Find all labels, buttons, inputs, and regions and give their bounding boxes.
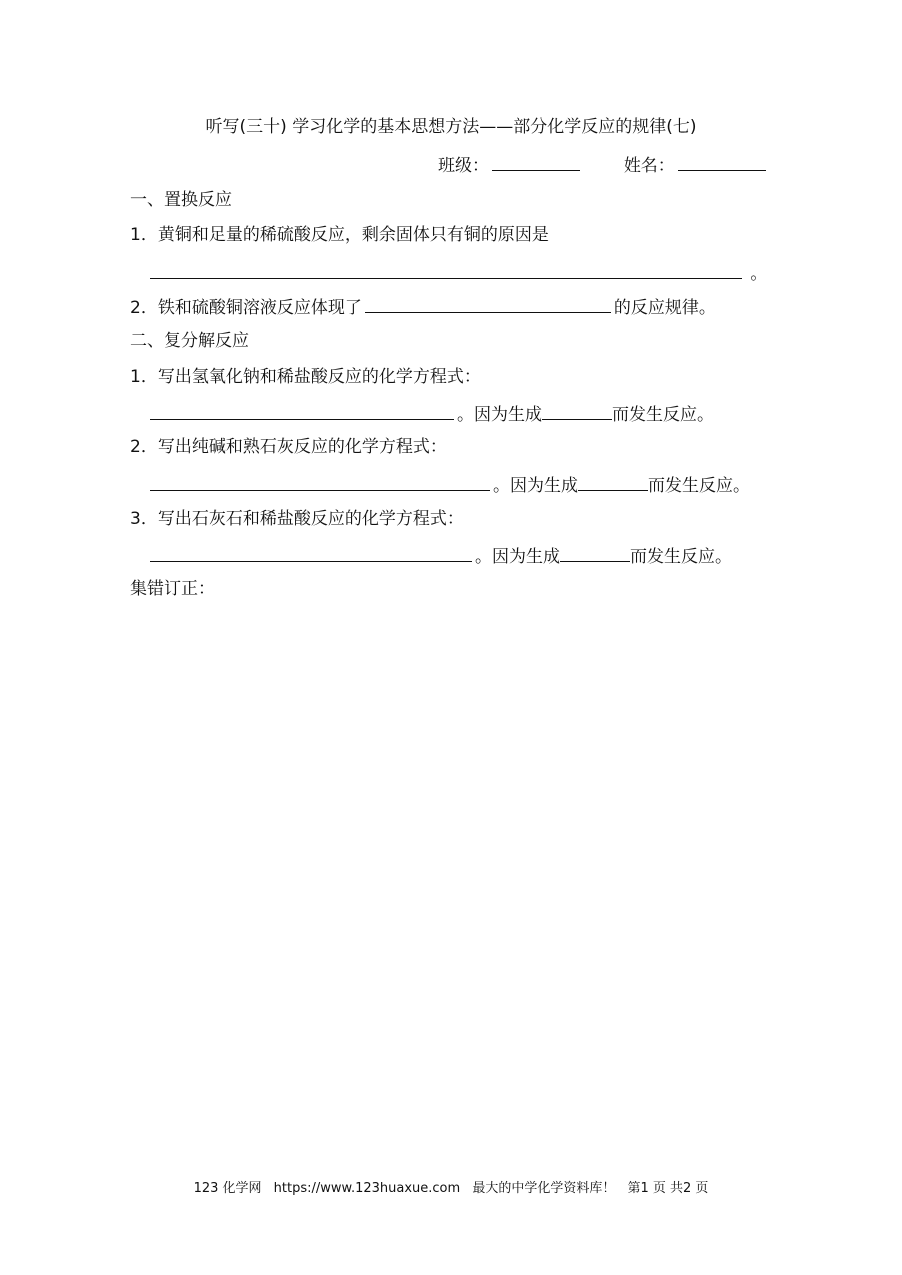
question-1-1: 1．黄铜和足量的稀硫酸反应，剩余固体只有铜的原因是 — [130, 225, 549, 245]
question-1-2 — [130, 294, 716, 319]
reason-text-2-3: 。因为生成 — [475, 547, 560, 567]
section-heading-displacement: 一、置换反应 — [130, 190, 232, 210]
name-blank[interactable] — [678, 152, 766, 171]
footer-site: 123 化学网 — [193, 1181, 262, 1196]
equation-blank-2-1[interactable] — [150, 401, 454, 420]
product-blank-2-1[interactable] — [542, 401, 612, 420]
footer-url[interactable]: https://www.123huaxue.com — [273, 1181, 461, 1196]
answer-row-1-1 — [150, 260, 767, 285]
reason-text-2-2: 。因为生成 — [493, 476, 578, 496]
product-blank-2-2[interactable] — [578, 472, 648, 491]
question-2-2: 2．写出纯碱和熟石灰反应的化学方程式： — [130, 437, 447, 457]
footer-slogan: 最大的中学化学资料库！ — [472, 1181, 616, 1196]
name-label: 姓名： — [623, 156, 675, 176]
correction-label: 集错订正： — [130, 579, 215, 599]
class-label: 班级： — [438, 156, 489, 176]
reaction-text-2-3: 而发生反应。 — [630, 547, 732, 567]
page-footer — [0, 1180, 902, 1198]
question-1-2-pre: 2．铁和硫酸铜溶液反应体现了 — [130, 298, 362, 318]
answer-blank-1-1[interactable] — [150, 260, 742, 279]
answer-row-2-2 — [150, 472, 750, 497]
equation-blank-2-2[interactable] — [150, 472, 490, 491]
class-blank[interactable] — [492, 152, 580, 171]
question-1-2-post: 的反应规律。 — [613, 298, 716, 318]
class-name-row — [438, 152, 769, 177]
question-2-1: 1．写出氢氧化钠和稀盐酸反应的化学方程式： — [130, 367, 481, 387]
reaction-text-2-2: 而发生反应。 — [648, 476, 750, 496]
answer-row-2-3 — [150, 543, 732, 568]
answer-blank-1-2[interactable] — [365, 294, 611, 313]
footer-page-number: 第1 页 共2 页 — [627, 1181, 709, 1196]
product-blank-2-3[interactable] — [560, 543, 630, 562]
answer-row-2-1 — [150, 401, 714, 426]
section-heading-double-decomposition: 二、复分解反应 — [130, 331, 249, 351]
equation-blank-2-3[interactable] — [150, 543, 472, 562]
question-2-3: 3．写出石灰石和稀盐酸反应的化学方程式： — [130, 509, 464, 529]
page-title: 听写(三十) 学习化学的基本思想方法——部分化学反应的规律(七) — [205, 117, 697, 137]
reason-text-2-1: 。因为生成 — [457, 405, 542, 425]
reaction-text-2-1: 而发生反应。 — [612, 405, 714, 425]
period-mark: 。 — [750, 264, 768, 284]
